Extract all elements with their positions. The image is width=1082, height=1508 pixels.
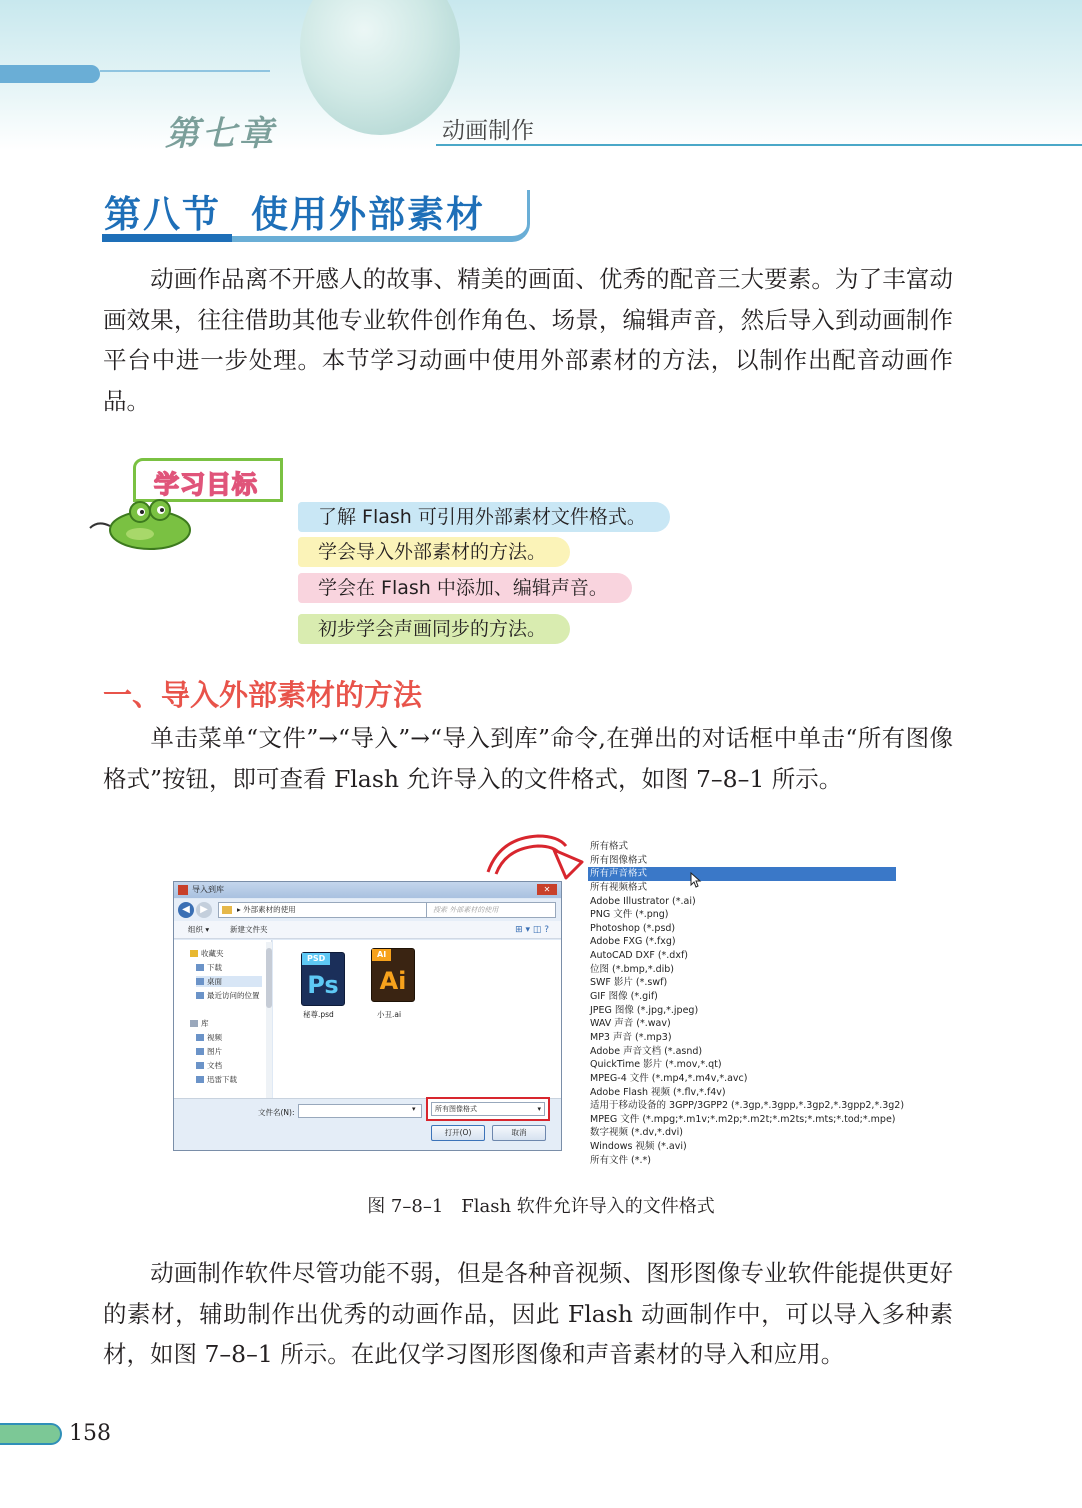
dialog-nav-bar	[174, 899, 561, 921]
file-glyph: Ai	[379, 967, 407, 995]
file-type-option[interactable]: QuickTime 影片 (*.mov,*.qt)	[590, 1059, 722, 1071]
chevron-down-icon: ▾	[537, 1105, 541, 1113]
navigation-pane	[174, 940, 272, 1098]
view-options-icon[interactable]: ⊞ ▾ ◫ ?	[515, 925, 549, 935]
cancel-button[interactable]: 取消	[492, 1125, 546, 1141]
open-button[interactable]: 打开(O)	[431, 1125, 485, 1141]
file-type-dropdown-list	[588, 840, 908, 1167]
file-type-option[interactable]: 位图 (*.bmp,*.dib)	[590, 963, 675, 975]
file-name[interactable]: 小丑.ai	[377, 1010, 402, 1019]
file-type-option[interactable]: Windows 视频 (*.avi)	[590, 1141, 687, 1153]
file-type-option[interactable]: AutoCAD DXF (*.dxf)	[590, 950, 689, 962]
sidebar-scrollbar[interactable]	[266, 942, 272, 1098]
dialog-title: 导入到库	[192, 885, 224, 894]
sidebar-item-pictures[interactable]: 图片	[196, 1046, 222, 1057]
filename-label: 文件名(N):	[258, 1108, 295, 1117]
chapter-number: 第七章	[165, 114, 276, 154]
forward-arrow-icon[interactable]: ▶	[196, 902, 212, 918]
file-type-option[interactable]: Adobe 声音文档 (*.asnd)	[590, 1045, 703, 1057]
goal-item-2: 学会导入外部素材的方法。	[298, 537, 570, 567]
page-number-tab	[0, 1423, 62, 1445]
mouse-cursor-icon	[690, 872, 702, 888]
header-accent-bar	[0, 65, 100, 83]
closing-paragraph	[103, 1253, 953, 1375]
page-header-background	[0, 0, 1082, 150]
learning-goals-label: 学习目标	[154, 470, 259, 499]
file-type-option[interactable]: MPEG 文件 (*.mpg;*.m1v;*.m2p;*.m2t;*.m2ts;*.mts;*.tod;*.mpe)	[590, 1113, 896, 1125]
dialog-footer	[174, 1098, 561, 1150]
organize-menu[interactable]: 组织 ▾	[188, 925, 210, 934]
file-type-option[interactable]: Adobe Illustrator (*.ai)	[590, 895, 696, 907]
chapter-name: 动画制作	[442, 118, 534, 144]
file-type-option[interactable]: Photoshop (*.psd)	[590, 922, 676, 934]
figure-caption: 图 7–8–1 Flash 软件允许导入的文件格式	[367, 1196, 715, 1217]
dialog-toolbar	[174, 921, 561, 939]
scrollbar-thumb[interactable]	[266, 948, 272, 1008]
curved-arrow-icon	[480, 830, 590, 890]
import-to-library-dialog	[173, 881, 562, 1151]
file-type-option[interactable]: 所有视频格式	[590, 881, 648, 893]
file-type-option[interactable]: 数字视频 (*.dv,*.dvi)	[590, 1127, 683, 1139]
subsection-text: 单击菜单“文件”→“导入”→“导入到库”命令,在弹出的对话框中单击“所有图像格式”按钮，即可查看 Flash 允许导入的文件格式，如图 7–8–1 所示。	[103, 724, 953, 793]
address-bar[interactable]	[218, 902, 438, 918]
file-type-option[interactable]: SWF 影片 (*.swf)	[590, 977, 668, 989]
section-title	[104, 184, 485, 238]
file-type-option[interactable]: MP3 声音 (*.mp3)	[590, 1031, 672, 1043]
flash-app-icon	[178, 885, 188, 895]
close-button[interactable]: ✕	[537, 884, 557, 895]
file-glyph: Ps	[307, 971, 339, 999]
chapter-rule	[436, 144, 1082, 146]
goal-item-1: 了解 Flash 可引用外部素材文件格式。	[298, 502, 670, 532]
file-type-option[interactable]: WAV 声音 (*.wav)	[590, 1018, 671, 1030]
illustrator-file-icon[interactable]	[371, 948, 415, 1002]
section-name: 使用外部素材	[251, 193, 485, 236]
chevron-down-icon[interactable]: ▾	[412, 1105, 416, 1113]
subsection-heading: 一、导入外部素材的方法	[103, 678, 423, 712]
intro-text: 动画作品离不开感人的故事、精美的画面、优秀的配音三大要素。为了丰富动画效果，往往借助其他专业软件创作角色、场景，编辑声音，然后导入到动画制作平台中进一步处理。本节学习动画中使用外部素材的方法，以制作出配音动画作品。	[103, 265, 953, 415]
filetype-highlight	[426, 1097, 550, 1121]
file-type-option[interactable]: 所有声音格式	[588, 867, 896, 881]
new-folder-button[interactable]: 新建文件夹	[230, 925, 268, 934]
sidebar-item-videos[interactable]: 视频	[196, 1032, 222, 1043]
sidebar-item-recent[interactable]: 最近访问的位置	[196, 990, 260, 1001]
intro-paragraph	[103, 259, 953, 421]
file-type-option[interactable]: Adobe FXG (*.fxg)	[590, 936, 676, 948]
sidebar-item-libraries[interactable]: 库	[190, 1018, 209, 1029]
sidebar-item-documents[interactable]: 文档	[196, 1060, 222, 1071]
file-type-option[interactable]: JPEG 图像 (*.jpg,*.jpeg)	[590, 1004, 699, 1016]
sidebar-item-thunder[interactable]: 迅雷下载	[196, 1074, 237, 1085]
address-path: ▸ 外部素材的使用	[237, 905, 296, 914]
file-name[interactable]: 秘尊.psd	[303, 1010, 334, 1019]
back-arrow-icon[interactable]: ◀	[178, 902, 194, 918]
sidebar-item-desktop[interactable]: 桌面	[196, 976, 262, 987]
file-tag: PSD	[302, 953, 330, 965]
section-number: 第八节	[104, 193, 221, 236]
file-list	[273, 940, 561, 1098]
subsection-paragraph	[103, 718, 953, 799]
search-input[interactable]: 搜索 外部素材的使用	[426, 902, 556, 918]
file-type-option[interactable]: 所有格式	[590, 841, 629, 852]
goal-item-3: 学会在 Flash 中添加、编辑声音。	[298, 573, 632, 603]
sidebar-item-favorites[interactable]: 收藏夹	[190, 948, 224, 959]
page-number: 158	[69, 1421, 111, 1446]
closing-text: 动画制作软件尽管功能不弱，但是各种音视频、图形图像专业软件能提供更好的素材，辅助制作出优秀的动画作品，因此 Flash 动画制作中，可以导入多种素材，如图 7–8–1 所示。在此仅学习图形图像和声音素材的导入和应用。	[103, 1259, 953, 1368]
file-type-option[interactable]: Adobe Flash 视频 (*.flv,*.f4v)	[590, 1086, 726, 1098]
sidebar-item-downloads[interactable]: 下载	[196, 962, 222, 973]
filetype-value: 所有图像格式	[435, 1105, 477, 1113]
folder-icon	[222, 906, 232, 914]
filetype-select[interactable]	[431, 1102, 545, 1116]
file-type-option[interactable]: GIF 图像 (*.gif)	[590, 991, 658, 1003]
file-type-option[interactable]: 所有图像格式	[590, 854, 648, 866]
file-type-option[interactable]: 适用于移动设备的 3GPP/3GPP2 (*.3gp,*.3gpp,*.3gp2,*.3gpp2,*.3g2)	[590, 1100, 905, 1112]
file-tag: AI	[372, 949, 391, 961]
frog-mascot-icon	[88, 490, 198, 552]
file-type-option[interactable]: 所有文件 (*.*)	[590, 1154, 651, 1166]
filename-input[interactable]	[298, 1104, 422, 1118]
header-accent-line	[100, 70, 270, 72]
photoshop-file-icon[interactable]	[301, 952, 345, 1006]
file-type-option[interactable]: PNG 文件 (*.png)	[590, 909, 669, 921]
file-type-option[interactable]: MPEG-4 文件 (*.mp4,*.m4v,*.avc)	[590, 1072, 748, 1084]
goal-item-4: 初步学会声画同步的方法。	[298, 614, 570, 644]
